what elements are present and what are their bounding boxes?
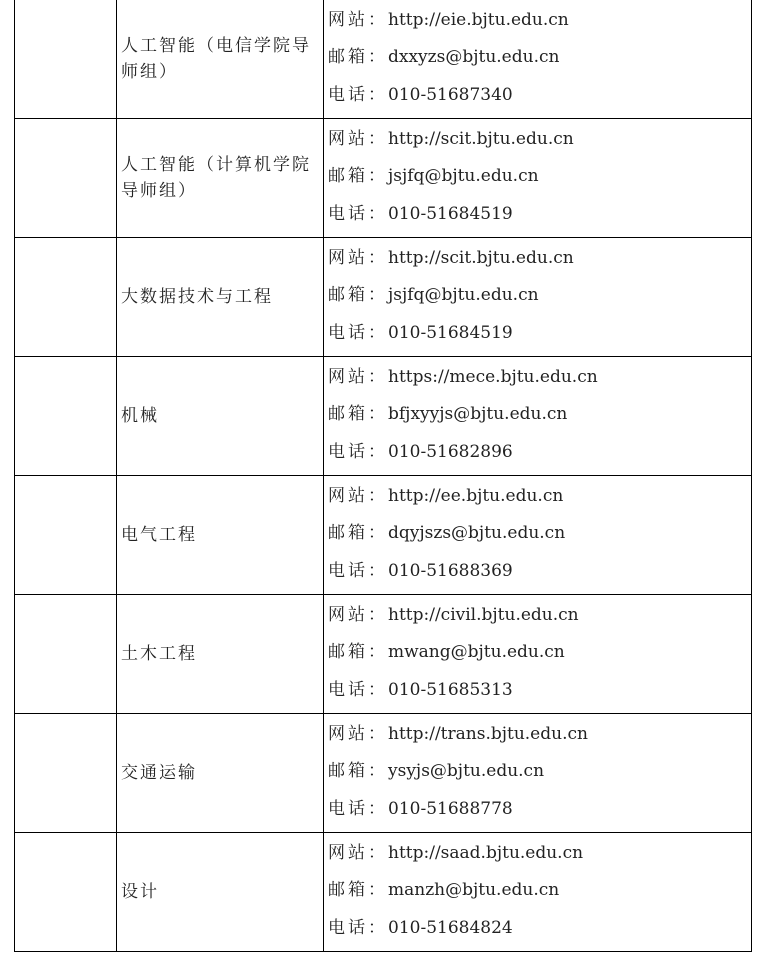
website-line — [328, 718, 751, 752]
website-link[interactable]: http://scit.bjtu.edu.cn — [388, 248, 574, 268]
contact-cell — [324, 0, 752, 119]
website-link[interactable]: http://scit.bjtu.edu.cn — [388, 129, 574, 149]
email-label: 邮箱： — [328, 166, 388, 186]
email-label: 邮箱： — [328, 404, 388, 424]
phone-line — [328, 671, 751, 709]
program-cell — [117, 833, 324, 952]
email-line — [328, 38, 751, 76]
website-label: 网站： — [328, 248, 388, 268]
table-row — [15, 0, 752, 119]
phone-line — [328, 552, 751, 590]
phone-label: 电话： — [328, 323, 388, 343]
blank-cell — [15, 476, 117, 595]
email-label: 邮箱： — [328, 523, 388, 543]
email-label: 邮箱： — [328, 642, 388, 662]
phone-label: 电话： — [328, 561, 388, 581]
phone-number: 010-51687340 — [388, 85, 513, 105]
blank-cell — [15, 357, 117, 476]
table-row — [15, 476, 752, 595]
program-cell — [117, 476, 324, 595]
website-line — [328, 599, 751, 633]
email-line — [328, 633, 751, 671]
email-link[interactable]: jsjfq@bjtu.edu.cn — [388, 285, 539, 305]
phone-line — [328, 314, 751, 352]
program-name: 电气工程 — [121, 525, 197, 545]
email-line — [328, 752, 751, 790]
website-link[interactable]: http://trans.bjtu.edu.cn — [388, 724, 588, 744]
contact-cell — [324, 595, 752, 714]
website-line — [328, 361, 751, 395]
program-name: 人工智能（计算机学院导师组） — [121, 155, 311, 201]
phone-number: 010-51682896 — [388, 442, 513, 462]
email-label: 邮箱： — [328, 880, 388, 900]
program-cell — [117, 238, 324, 357]
contact-cell — [324, 833, 752, 952]
website-label: 网站： — [328, 724, 388, 744]
table-row — [15, 595, 752, 714]
email-link[interactable]: mwang@bjtu.edu.cn — [388, 642, 565, 662]
website-line — [328, 837, 751, 871]
phone-number: 010-51684519 — [388, 323, 513, 343]
blank-cell — [15, 595, 117, 714]
program-name: 人工智能（电信学院导师组） — [121, 36, 311, 82]
program-name: 大数据技术与工程 — [121, 287, 273, 307]
email-label: 邮箱： — [328, 285, 388, 305]
email-link[interactable]: dqyjszs@bjtu.edu.cn — [388, 523, 566, 543]
table-row — [15, 238, 752, 357]
email-link[interactable]: bfjxyyjs@bjtu.edu.cn — [388, 404, 568, 424]
website-line — [328, 480, 751, 514]
email-line — [328, 276, 751, 314]
table-row — [15, 119, 752, 238]
email-line — [328, 514, 751, 552]
contact-cell — [324, 238, 752, 357]
website-link[interactable]: https://mece.bjtu.edu.cn — [388, 367, 598, 387]
phone-number: 010-51688778 — [388, 799, 513, 819]
blank-cell — [15, 238, 117, 357]
contact-cell — [324, 476, 752, 595]
website-label: 网站： — [328, 843, 388, 863]
phone-number: 010-51684824 — [388, 918, 513, 938]
blank-cell — [15, 119, 117, 238]
website-link[interactable]: http://eie.bjtu.edu.cn — [388, 10, 569, 30]
phone-number: 010-51688369 — [388, 561, 513, 581]
email-label: 邮箱： — [328, 761, 388, 781]
phone-line — [328, 790, 751, 828]
website-link[interactable]: http://ee.bjtu.edu.cn — [388, 486, 564, 506]
program-cell — [117, 595, 324, 714]
phone-label: 电话： — [328, 918, 388, 938]
phone-line — [328, 433, 751, 471]
website-link[interactable]: http://civil.bjtu.edu.cn — [388, 605, 579, 625]
contact-table — [14, 0, 752, 952]
phone-line — [328, 909, 751, 947]
website-label: 网站： — [328, 367, 388, 387]
phone-label: 电话： — [328, 85, 388, 105]
program-name: 机械 — [121, 406, 159, 426]
blank-cell — [15, 714, 117, 833]
email-link[interactable]: ysyjs@bjtu.edu.cn — [388, 761, 545, 781]
website-label: 网站： — [328, 10, 388, 30]
program-name: 设计 — [121, 882, 159, 902]
contact-table-body — [15, 0, 752, 952]
contact-cell — [324, 714, 752, 833]
program-cell — [117, 119, 324, 238]
phone-label: 电话： — [328, 680, 388, 700]
email-line — [328, 157, 751, 195]
website-line — [328, 123, 751, 157]
website-line — [328, 4, 751, 38]
phone-label: 电话： — [328, 442, 388, 462]
website-label: 网站： — [328, 129, 388, 149]
email-link[interactable]: manzh@bjtu.edu.cn — [388, 880, 560, 900]
contact-cell — [324, 119, 752, 238]
phone-number: 010-51685313 — [388, 680, 513, 700]
email-label: 邮箱： — [328, 47, 388, 67]
email-line — [328, 871, 751, 909]
blank-cell — [15, 833, 117, 952]
phone-label: 电话： — [328, 799, 388, 819]
website-label: 网站： — [328, 486, 388, 506]
email-link[interactable]: dxxyzs@bjtu.edu.cn — [388, 47, 560, 67]
email-line — [328, 395, 751, 433]
table-row — [15, 357, 752, 476]
website-link[interactable]: http://saad.bjtu.edu.cn — [388, 843, 584, 863]
website-line — [328, 242, 751, 276]
program-cell — [117, 714, 324, 833]
website-label: 网站： — [328, 605, 388, 625]
table-row — [15, 833, 752, 952]
blank-cell — [15, 0, 117, 119]
phone-number: 010-51684519 — [388, 204, 513, 224]
program-cell — [117, 0, 324, 119]
phone-line — [328, 195, 751, 233]
contact-cell — [324, 357, 752, 476]
table-row — [15, 714, 752, 833]
phone-line — [328, 76, 751, 114]
program-cell — [117, 357, 324, 476]
program-name: 土木工程 — [121, 644, 197, 664]
email-link[interactable]: jsjfq@bjtu.edu.cn — [388, 166, 539, 186]
program-name: 交通运输 — [121, 763, 197, 783]
phone-label: 电话： — [328, 204, 388, 224]
